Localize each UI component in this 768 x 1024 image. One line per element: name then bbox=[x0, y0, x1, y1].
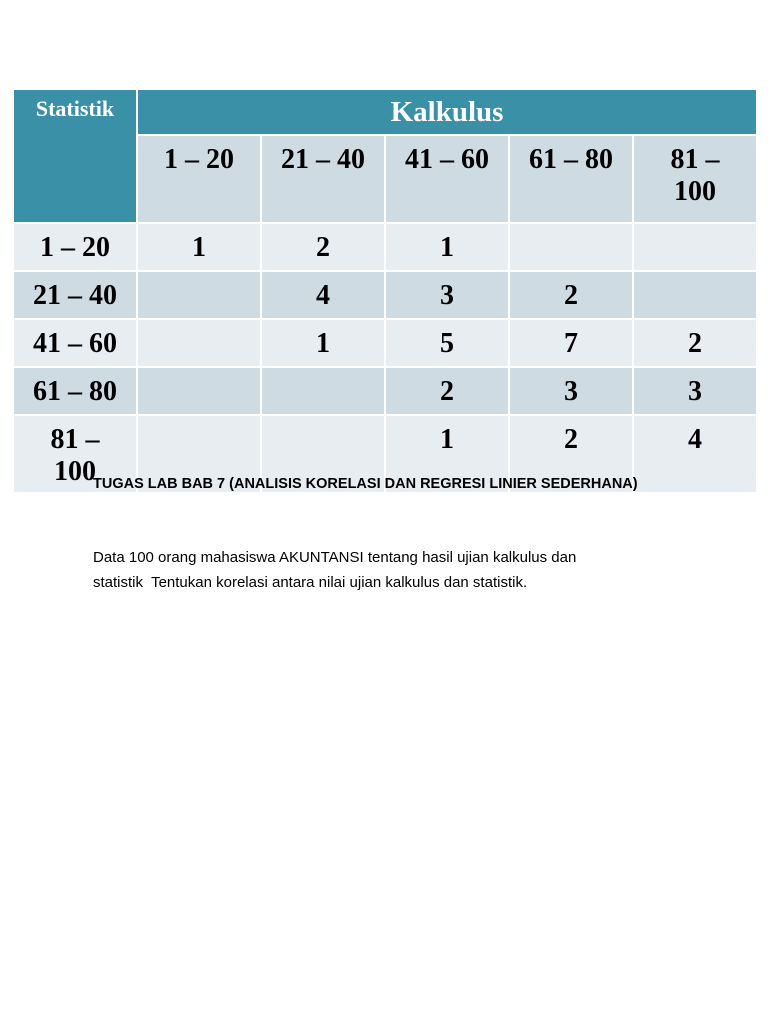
table-cell: 2 bbox=[633, 319, 757, 367]
table-row bbox=[13, 271, 757, 319]
table-cell bbox=[509, 223, 633, 271]
column-header: 61 – 80 bbox=[509, 135, 633, 223]
table-row bbox=[13, 367, 757, 415]
table-cell: 3 bbox=[385, 271, 509, 319]
assignment-body bbox=[93, 545, 653, 595]
table-cell bbox=[633, 271, 757, 319]
row-header: 41 – 60 bbox=[13, 319, 137, 367]
table-cell: 2 bbox=[509, 415, 633, 493]
body-line: statistik Tentukan korelasi antara nilai ujian kalkulus dan statistik. bbox=[93, 574, 528, 591]
table-cell: 1 bbox=[385, 223, 509, 271]
contingency-table bbox=[12, 88, 758, 494]
column-group-header: Kalkulus bbox=[137, 89, 757, 135]
table-cell: 4 bbox=[261, 271, 385, 319]
column-header: 81 – 100 bbox=[633, 135, 757, 223]
table-cell bbox=[137, 271, 261, 319]
table-cell bbox=[261, 367, 385, 415]
body-line: Data 100 orang mahasiswa AKUNTANSI tentang hasil ujian kalkulus dan bbox=[93, 549, 577, 566]
table-cell: 1 bbox=[137, 223, 261, 271]
assignment-title: TUGAS LAB BAB 7 (ANALISIS KORELASI DAN REGRESI LINIER SEDERHANA) bbox=[93, 476, 638, 492]
table-cell: 1 bbox=[385, 415, 509, 493]
table-cell bbox=[633, 223, 757, 271]
row-group-header: Statistik bbox=[13, 89, 137, 223]
table-cell bbox=[137, 319, 261, 367]
table-cell: 2 bbox=[261, 223, 385, 271]
row-header: 1 – 20 bbox=[13, 223, 137, 271]
table-cell: 2 bbox=[509, 271, 633, 319]
table-cell: 3 bbox=[633, 367, 757, 415]
column-header: 21 – 40 bbox=[261, 135, 385, 223]
table-cell: 3 bbox=[509, 367, 633, 415]
column-header: 41 – 60 bbox=[385, 135, 509, 223]
table-row bbox=[13, 319, 757, 367]
column-header: 1 – 20 bbox=[137, 135, 261, 223]
table-row bbox=[13, 223, 757, 271]
table-cell: 2 bbox=[385, 367, 509, 415]
table-cell: 1 bbox=[261, 319, 385, 367]
row-header: 61 – 80 bbox=[13, 367, 137, 415]
table-cell: 5 bbox=[385, 319, 509, 367]
table-cell: 4 bbox=[633, 415, 757, 493]
table-cell: 7 bbox=[509, 319, 633, 367]
row-header: 21 – 40 bbox=[13, 271, 137, 319]
table-cell bbox=[137, 367, 261, 415]
row-header: 81 – 100 bbox=[13, 415, 137, 493]
